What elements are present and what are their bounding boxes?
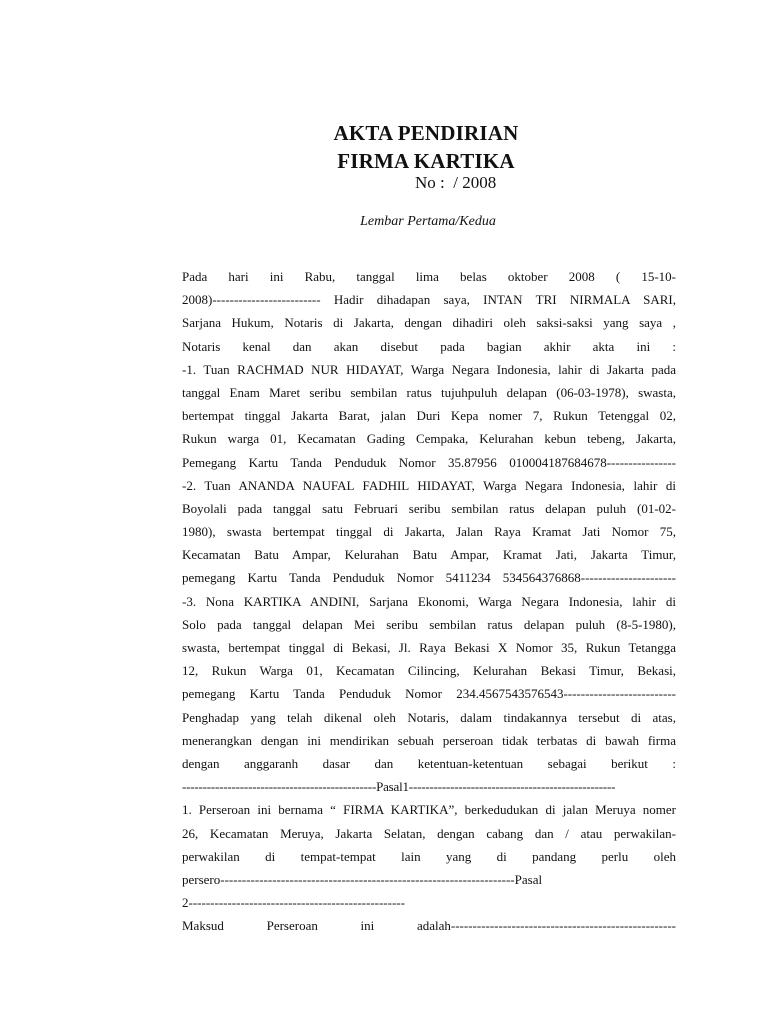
body-line: pemegang Kartu Tanda Penduduk Nomor 234.4567543576543--------------------------	[182, 686, 676, 702]
document-title-line2: FIRMA KARTIKA	[337, 149, 515, 173]
document-title-line1: AKTA PENDIRIAN	[333, 121, 519, 145]
body-line: menerangkan dengan ini mendirikan sebuah perseroan tidak terbatas di bawah firma	[182, 732, 676, 748]
body-line: persero--------------------------------------------------------------------Pasal	[182, 871, 543, 887]
document-body	[182, 265, 676, 937]
body-line: Pada hari ini Rabu, tanggal lima belas oktober 2008 ( 15-10-	[182, 269, 676, 284]
body-line: bertempat tinggal Jakarta Barat, jalan Duri Kepa nomer 7, Rukun Tetenggal 02,	[182, 408, 676, 424]
body-line: -2. Tuan ANANDA NAUFAL FADHIL HIDAYAT, Warga Negara Indonesia, lahir di	[182, 477, 676, 493]
body-line: 1980), swasta bertempat tinggal di Jakarta, Jalan Raya Kramat Jati Nomor 75,	[182, 524, 676, 540]
body-line: pemegang Kartu Tanda Penduduk Nomor 5411234 534564376868----------------------	[182, 570, 676, 586]
body-line: 2008)------------------------- Hadir dihadapan saya, INTAN TRI NIRMALA SARI,	[182, 292, 676, 308]
body-line: perwakilan di tempat-tempat lain yang di pandang perlu oleh	[182, 848, 676, 864]
pasal-1-heading: -----------------------------------------------Pasal1--------------------------------------------------	[182, 779, 616, 795]
body-line: Penghadap yang telah dikenal oleh Notaris, dalam tindakannya tersebut di atas,	[182, 709, 676, 725]
document-subtitle: Lembar Pertama/Kedua	[360, 214, 496, 229]
body-line: Solo pada tanggal delapan Mei seribu sembilan ratus delapan puluh (8-5-1980),	[182, 616, 676, 632]
body-line: Boyolali pada tanggal satu Februari seribu sembilan ratus delapan puluh (01-02-	[182, 500, 676, 516]
body-line: 26, Kecamatan Meruya, Jakarta Selatan, dengan cabang dan / atau perwakilan-	[182, 825, 676, 841]
body-line: Sarjana Hukum, Notaris di Jakarta, dengan dihadiri oleh saksi-saksi yang saya ,	[182, 315, 676, 331]
body-line: 1. Perseroan ini bernama “ FIRMA KARTIKA”, berkedudukan di jalan Meruya nomer	[182, 802, 676, 818]
body-line: Notaris kenal dan akan disebut pada bagian akhir akta ini :	[182, 338, 676, 354]
body-line: -1. Tuan RACHMAD NUR HIDAYAT, Warga Negara Indonesia, lahir di Jakarta pada	[182, 361, 676, 377]
pasal-2-heading: 2--------------------------------------------------	[182, 895, 405, 911]
body-line: Maksud Perseroan ini adalah----------------------------------------------------	[182, 918, 676, 934]
document-number: No : / 2008	[415, 173, 497, 192]
body-line: tanggal Enam Maret seribu sembilan ratus tujuhpuluh delapan (06-03-1978), swasta,	[182, 384, 676, 400]
body-line: swasta, bertempat tinggal di Bekasi, Jl. Raya Bekasi X Nomor 35, Rukun Tetangga	[182, 640, 676, 655]
body-line: Kecamatan Batu Ampar, Kelurahan Batu Ampar, Kramat Jati, Jakarta Timur,	[182, 547, 676, 563]
body-line: Pemegang Kartu Tanda Penduduk Nomor 35.87956 010004187684678----------------	[182, 454, 676, 470]
body-line: -3. Nona KARTIKA ANDINI, Sarjana Ekonomi, Warga Negara Indonesia, lahir di	[182, 593, 676, 609]
body-line: dengan anggaranh dasar dan ketentuan-ketentuan sebagai berikut :	[182, 755, 676, 771]
body-line: 12, Rukun Warga 01, Kecamatan Cilincing, Kelurahan Bekasi Timur, Bekasi,	[182, 663, 676, 679]
body-line: Rukun warga 01, Kecamatan Gading Cempaka, Kelurahan kebun tebeng, Jakarta,	[182, 431, 676, 447]
